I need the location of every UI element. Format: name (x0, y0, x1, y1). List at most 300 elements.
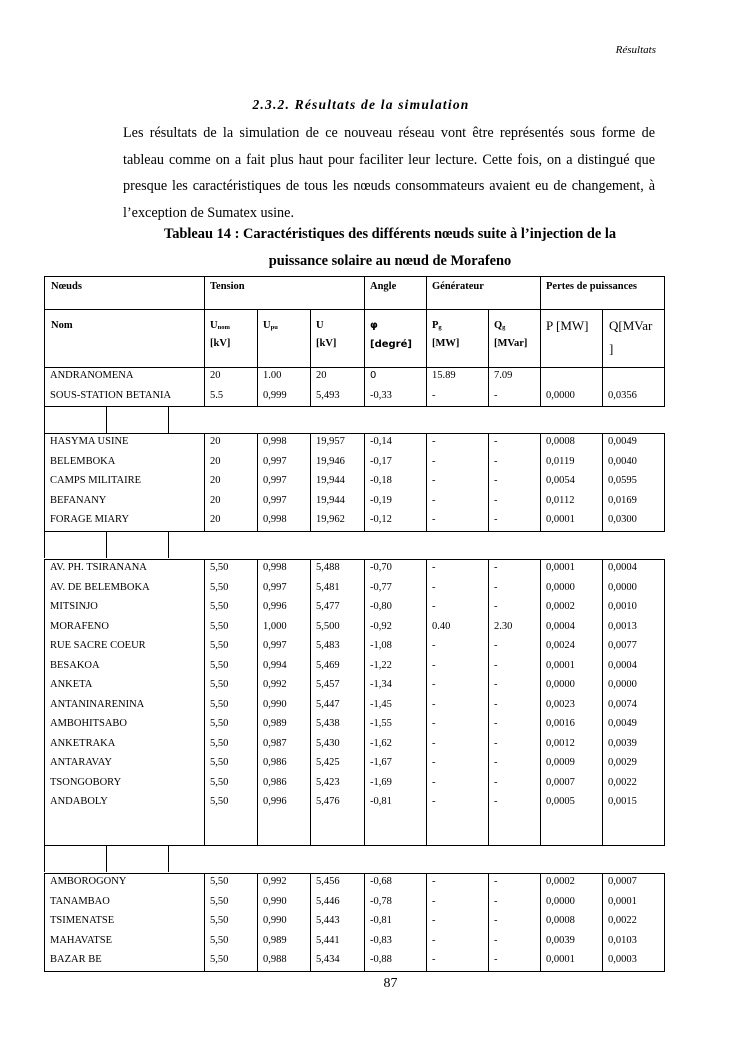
table-cell: 0,0022 (608, 915, 637, 926)
table-cell: 5,50 (210, 562, 229, 573)
table-cell: -0,17 (370, 455, 392, 467)
table-rule (426, 559, 427, 845)
table-cell: - (432, 436, 436, 447)
table-cell: 0,0054 (546, 475, 575, 486)
table-cell: - (494, 876, 498, 887)
table-rule (364, 367, 365, 406)
table-cell: 5,50 (210, 954, 229, 965)
table-rule (664, 433, 665, 532)
table-cell: 0,987 (263, 737, 287, 749)
table-rule (664, 873, 665, 972)
table-rule (540, 276, 541, 309)
table-cell: -1,67 (370, 757, 392, 768)
table-cell: - (432, 934, 436, 946)
table-cell: 0,0049 (608, 436, 637, 447)
table-cell: 0,0004 (608, 659, 637, 671)
table-cell: 0,0001 (546, 659, 575, 671)
table-cell: -0,12 (370, 514, 392, 525)
table-rule (44, 406, 45, 433)
table-cell: 5,50 (210, 601, 229, 612)
table-cell: 0,989 (263, 718, 287, 729)
table-rule (168, 845, 169, 872)
table-cell: 0,992 (263, 679, 287, 690)
node-name: BAZAR BE (50, 954, 102, 965)
table-cell: 0,0001 (546, 562, 575, 573)
table-rule (44, 367, 665, 368)
table-rule (44, 406, 665, 407)
table-rule (106, 406, 107, 433)
table-cell: 5,438 (316, 718, 340, 729)
table-cell: 5,477 (316, 601, 340, 612)
table-cell: - (494, 796, 498, 807)
table-cell: 0,0007 (546, 776, 575, 788)
table-cell: 0,0016 (546, 718, 575, 729)
table-cell: - (432, 601, 436, 612)
table-cell: 5,50 (210, 934, 229, 946)
node-name: RUE SACRE COEUR (50, 640, 146, 651)
table-rule (310, 873, 311, 971)
table-cell: 5,50 (210, 659, 229, 671)
table-rule (488, 367, 489, 406)
table-rule (204, 559, 205, 845)
table-cell: 5,50 (210, 757, 229, 768)
table-cell: 0,0002 (546, 601, 575, 612)
table-cell: 5,50 (210, 915, 229, 926)
subheader-p: P [MW] (546, 318, 589, 333)
table-cell: -0,14 (370, 436, 392, 447)
table-rule (426, 873, 427, 971)
node-name: ANKETRAKA (50, 737, 116, 749)
header-angle: Angle (370, 281, 397, 292)
table-cell: -0,81 (370, 915, 392, 926)
table-cell: - (432, 698, 436, 710)
table-cell: 5,423 (316, 776, 340, 788)
table-rule (204, 309, 205, 367)
table-rule (364, 276, 365, 309)
table-cell: 5,50 (210, 679, 229, 690)
table-cell: - (494, 934, 498, 946)
header-generateur: Générateur (432, 281, 484, 292)
table-cell: 5,446 (316, 895, 340, 907)
subheader-phi-unit: [degré] (370, 339, 412, 350)
table-cell: 0,990 (263, 698, 287, 710)
table-rule (602, 433, 603, 531)
subheader-u: U (316, 320, 324, 331)
table-cell: 0,988 (263, 954, 287, 965)
node-name: BEFANANY (50, 494, 107, 506)
table-cell: - (432, 581, 436, 593)
table-cell: 0,989 (263, 934, 287, 946)
table-rule (364, 559, 365, 845)
subheader-q-cont: ] (609, 341, 614, 356)
table-cell: 0,0595 (608, 475, 637, 486)
table-cell: 5,50 (210, 718, 229, 729)
table-cell: - (494, 389, 498, 401)
table-cell: 0,994 (263, 659, 287, 671)
table-cell: 0,0039 (546, 934, 575, 946)
table-cell: - (494, 776, 498, 788)
table-cell: 20 (210, 514, 221, 525)
table-cell: 5,443 (316, 915, 340, 926)
table-cell: 0,997 (263, 581, 287, 593)
table-cell: 0,996 (263, 796, 287, 807)
table-rule (364, 433, 365, 531)
table-cell: 5,50 (210, 698, 229, 710)
page-number: 87 (383, 976, 398, 991)
table-cell: 5.5 (210, 389, 224, 401)
table-rule (168, 406, 169, 433)
table-cell: 5,50 (210, 876, 229, 887)
table-cell: 0,0000 (608, 581, 637, 593)
table-cell: 5,50 (210, 796, 229, 807)
table-rule (540, 367, 541, 406)
table-cell: -1,45 (370, 698, 392, 710)
table-cell: 0,0001 (608, 895, 637, 907)
table-rule (44, 276, 45, 407)
table-rule (204, 276, 205, 309)
subheader-nom: Nom (51, 320, 73, 331)
table-cell: 5,493 (316, 389, 340, 401)
table-cell: 0,0029 (608, 757, 637, 768)
node-name: MORAFENO (50, 620, 109, 632)
table-cell: 0,0009 (546, 757, 575, 768)
table-cell: 0,0022 (608, 776, 637, 788)
node-name: ANTANINARENINA (50, 698, 145, 710)
table-rule (257, 559, 258, 845)
table-cell: 5,488 (316, 562, 340, 573)
table-cell: - (432, 679, 436, 690)
node-name: TSIMENATSE (50, 915, 115, 926)
table-cell: - (432, 659, 436, 671)
table-cell: - (494, 494, 498, 506)
node-name: ANKETA (50, 679, 93, 690)
table-rule (257, 367, 258, 406)
table-cell: 5,50 (210, 620, 229, 632)
table-rule (44, 845, 45, 872)
table-cell: 0,0300 (608, 514, 637, 525)
subheader-qg: $Q_g$ (494, 320, 506, 331)
table-cell: 0,0004 (608, 562, 637, 573)
table-rule (44, 531, 45, 558)
table-rule (44, 559, 665, 560)
table-cell: -1,55 (370, 718, 392, 729)
table-cell: 20 (210, 455, 221, 467)
section-heading: 2.3.2. Résultats de la simulation (252, 97, 470, 112)
table-rule (44, 531, 665, 532)
table-cell: 0,999 (263, 389, 287, 401)
table-cell: 0,0013 (608, 620, 637, 632)
table-cell: - (494, 895, 498, 907)
table-cell: 5,447 (316, 698, 340, 710)
node-name: BELEMBOKA (50, 455, 116, 467)
table-cell: - (432, 876, 436, 887)
table-cell: - (432, 915, 436, 926)
node-name: ANDABOLY (50, 796, 108, 807)
table-cell: 0,0077 (608, 640, 637, 651)
table-cell: 0,986 (263, 757, 287, 768)
table-cell: - (494, 455, 498, 467)
table-cell: - (432, 562, 436, 573)
table-cell: -0,83 (370, 934, 392, 946)
node-name: HASYMA USINE (50, 436, 129, 447)
table-rule (602, 559, 603, 845)
table-cell: -1,34 (370, 679, 392, 690)
table-cell: 0.40 (432, 620, 451, 632)
table-cell: 0,0001 (546, 954, 575, 965)
table-cell: 0,0119 (546, 455, 575, 467)
table-rule (364, 873, 365, 971)
table-rule (204, 873, 205, 971)
table-cell: 0,0000 (546, 389, 575, 401)
table-cell: 19,946 (316, 455, 345, 467)
table-cell: 5,457 (316, 679, 340, 690)
table-cell: 5,500 (316, 620, 340, 632)
table-cell: -1,22 (370, 659, 392, 671)
table-cell: 0,0000 (546, 581, 575, 593)
node-name: SOUS-STATION BETANIA (50, 389, 172, 401)
table-cell: 0 (370, 370, 377, 381)
table-cell: 0,0003 (608, 954, 637, 965)
table-cell: 0,0000 (608, 679, 637, 690)
subheader-phi: φ (370, 320, 378, 331)
table-cell: 1.00 (263, 370, 282, 381)
table-cell: 7.09 (494, 370, 513, 381)
table-cell: 0,0012 (546, 737, 575, 749)
table-cell: 20 (210, 494, 221, 506)
table-cell: 0,0005 (546, 796, 575, 807)
table-cell: - (494, 581, 498, 593)
table-cell: 0,997 (263, 494, 287, 506)
table-cell: 5,469 (316, 659, 340, 671)
table-cell: 0,0002 (546, 876, 575, 887)
table-rule (364, 309, 365, 367)
table-cell: 20 (210, 436, 221, 447)
subheader-unom: $U_{nom}$ (210, 320, 230, 331)
table-cell: 0,0023 (546, 698, 575, 710)
table-cell: -1,08 (370, 640, 392, 651)
node-name: ANTARAVAY (50, 757, 112, 768)
table-cell: - (494, 601, 498, 612)
table-rule (540, 559, 541, 845)
table-cell: 0,0015 (608, 796, 637, 807)
subheader-unom-unit: [kV] (210, 338, 231, 349)
table-cell: - (494, 954, 498, 965)
table-rule (310, 367, 311, 406)
table-rule (602, 309, 603, 367)
table-cell: 5,50 (210, 640, 229, 651)
table-rule (44, 845, 665, 846)
table-cell: -0,80 (370, 601, 392, 612)
table-rule (204, 433, 205, 531)
node-name: FORAGE MIARY (50, 514, 130, 525)
table-rule (44, 433, 665, 434)
table-cell: 5,481 (316, 581, 340, 593)
table-cell: 0,990 (263, 915, 287, 926)
table-cell: - (432, 954, 436, 965)
table-cell: - (432, 757, 436, 768)
table-cell: -0,19 (370, 494, 392, 506)
table-caption-line1: Tableau 14 : Caractéristiques des différents nœuds suite à l’injection de la (163, 226, 617, 242)
table-cell: 0,0007 (608, 876, 637, 887)
table-cell: 0,0356 (608, 389, 637, 401)
node-name: ANDRANOMENA (50, 370, 134, 381)
body-paragraph: Les résultats de la simulation de ce nouveau réseau vont être représentés sous forme de tableau comme on a fait plus haut pour faciliter leur lecture. Cette fois, on a distingué que presque les caractéristiques de tous les nœuds consommateurs avaient eu de changement, à l’exception de Sumatex usine. (123, 125, 655, 222)
table-cell: -0,81 (370, 796, 392, 807)
table-rule (488, 309, 489, 367)
table-rule (426, 367, 427, 406)
table-cell: 0,0000 (546, 895, 575, 907)
node-name: MITSINJO (50, 601, 98, 612)
table-cell: 0,0039 (608, 737, 637, 749)
subheader-pg: $P_g$ (432, 320, 442, 331)
table-cell: 0,997 (263, 640, 287, 651)
table-cell: 0,998 (263, 436, 287, 447)
table-cell: -0,92 (370, 620, 392, 632)
table-rule (602, 367, 603, 406)
table-rule (540, 433, 541, 531)
table-rule (540, 873, 541, 971)
node-name: TANAMBAO (50, 895, 110, 907)
table-cell: - (432, 475, 436, 486)
table-cell: 0,986 (263, 776, 287, 788)
table-rule (488, 559, 489, 845)
table-cell: -0,88 (370, 954, 392, 965)
table-cell: 5,50 (210, 737, 229, 749)
table-cell: - (432, 776, 436, 788)
node-name: AMBOROGONY (50, 876, 127, 887)
table-rule (106, 845, 107, 872)
table-cell: 0,0024 (546, 640, 575, 651)
table-rule (44, 276, 665, 277)
header-tension: Tension (210, 281, 245, 292)
table-cell: 2.30 (494, 620, 513, 632)
table-cell: 0,990 (263, 895, 287, 907)
table-rule (204, 367, 205, 406)
table-cell: - (494, 915, 498, 926)
table-rule (310, 559, 311, 845)
table-cell: 5,425 (316, 757, 340, 768)
table-cell: - (494, 659, 498, 671)
table-cell: - (494, 514, 498, 525)
table-cell: 0,996 (263, 601, 287, 612)
table-cell: 19,962 (316, 514, 345, 525)
table-cell: 20 (210, 475, 221, 486)
table-cell: - (432, 389, 436, 401)
table-cell: - (494, 436, 498, 447)
table-cell: 0,0112 (546, 494, 575, 506)
node-name: MAHAVATSE (50, 934, 113, 946)
subheader-qg-unit: [MVar] (494, 338, 528, 349)
table-rule (602, 873, 603, 971)
table-rule (44, 559, 45, 846)
table-cell: - (432, 514, 436, 525)
table-caption-line2: puissance solaire au nœud de Morafeno (268, 253, 512, 269)
table-cell: 5,50 (210, 776, 229, 788)
table-rule (426, 309, 427, 367)
subheader-pg-unit: [MW] (432, 338, 460, 349)
table-cell: 0,0000 (546, 679, 575, 690)
table-cell: -0,68 (370, 876, 392, 887)
node-name: AMBOHITSABO (50, 718, 128, 729)
subheader-upu: $U_{pu}$ (263, 320, 278, 331)
table-cell: 0,997 (263, 455, 287, 467)
results-table (44, 276, 664, 971)
table-cell: -0,78 (370, 895, 392, 907)
table-rule (44, 309, 665, 310)
table-cell: - (432, 737, 436, 749)
table-cell: - (432, 494, 436, 506)
table-cell: 5,483 (316, 640, 340, 651)
table-cell: 0,0010 (608, 601, 637, 612)
table-cell: 5,434 (316, 954, 340, 965)
node-name: BESAKOA (50, 659, 100, 671)
subheader-q: Q[MVar (609, 318, 653, 333)
table-cell: 0,998 (263, 514, 287, 525)
table-rule (168, 531, 169, 558)
table-cell: 1,000 (263, 620, 287, 632)
table-cell: -0,33 (370, 389, 392, 401)
table-rule (44, 873, 665, 874)
table-rule (664, 559, 665, 846)
node-name: TSONGOBORY (50, 776, 122, 788)
table-rule (44, 873, 45, 972)
table-cell: 0,997 (263, 475, 287, 486)
table-cell: 19,944 (316, 475, 345, 486)
table-cell: - (432, 718, 436, 729)
table-cell: 5,430 (316, 737, 340, 749)
table-cell: 20 (316, 370, 327, 381)
table-cell: 0,0008 (546, 436, 575, 447)
table-cell: 0,0040 (608, 455, 637, 467)
table-cell: -0,70 (370, 562, 392, 573)
table-cell: 0,998 (263, 562, 287, 573)
table-cell: 5,50 (210, 895, 229, 907)
table-rule (257, 873, 258, 971)
table-cell: - (494, 737, 498, 749)
table-cell: - (494, 475, 498, 486)
table-cell: - (494, 757, 498, 768)
table-cell: 0,0001 (546, 514, 575, 525)
running-header: Résultats (615, 44, 656, 56)
table-cell: 0,0169 (608, 494, 637, 506)
table-rule (257, 433, 258, 531)
table-cell: - (432, 640, 436, 651)
table-rule (106, 531, 107, 558)
table-cell: -1,62 (370, 737, 392, 749)
table-cell: - (432, 796, 436, 807)
table-rule (488, 433, 489, 531)
table-cell: 5,50 (210, 581, 229, 593)
table-cell: - (494, 718, 498, 729)
table-cell: - (432, 895, 436, 907)
table-cell: -1,69 (370, 776, 392, 788)
node-name: CAMPS MILITAIRE (50, 475, 142, 486)
table-rule (44, 971, 665, 972)
table-cell: - (494, 679, 498, 690)
table-cell: - (494, 562, 498, 573)
table-rule (310, 309, 311, 367)
table-cell: 0,0074 (608, 698, 637, 710)
table-cell: - (494, 640, 498, 651)
table-cell: - (494, 698, 498, 710)
table-rule (257, 309, 258, 367)
header-noeuds: Nœuds (51, 281, 82, 292)
table-cell: 5,441 (316, 934, 340, 946)
table-cell: 0,0103 (608, 934, 637, 946)
table-cell: 5,456 (316, 876, 340, 887)
table-rule (310, 433, 311, 531)
table-cell: 20 (210, 370, 221, 381)
